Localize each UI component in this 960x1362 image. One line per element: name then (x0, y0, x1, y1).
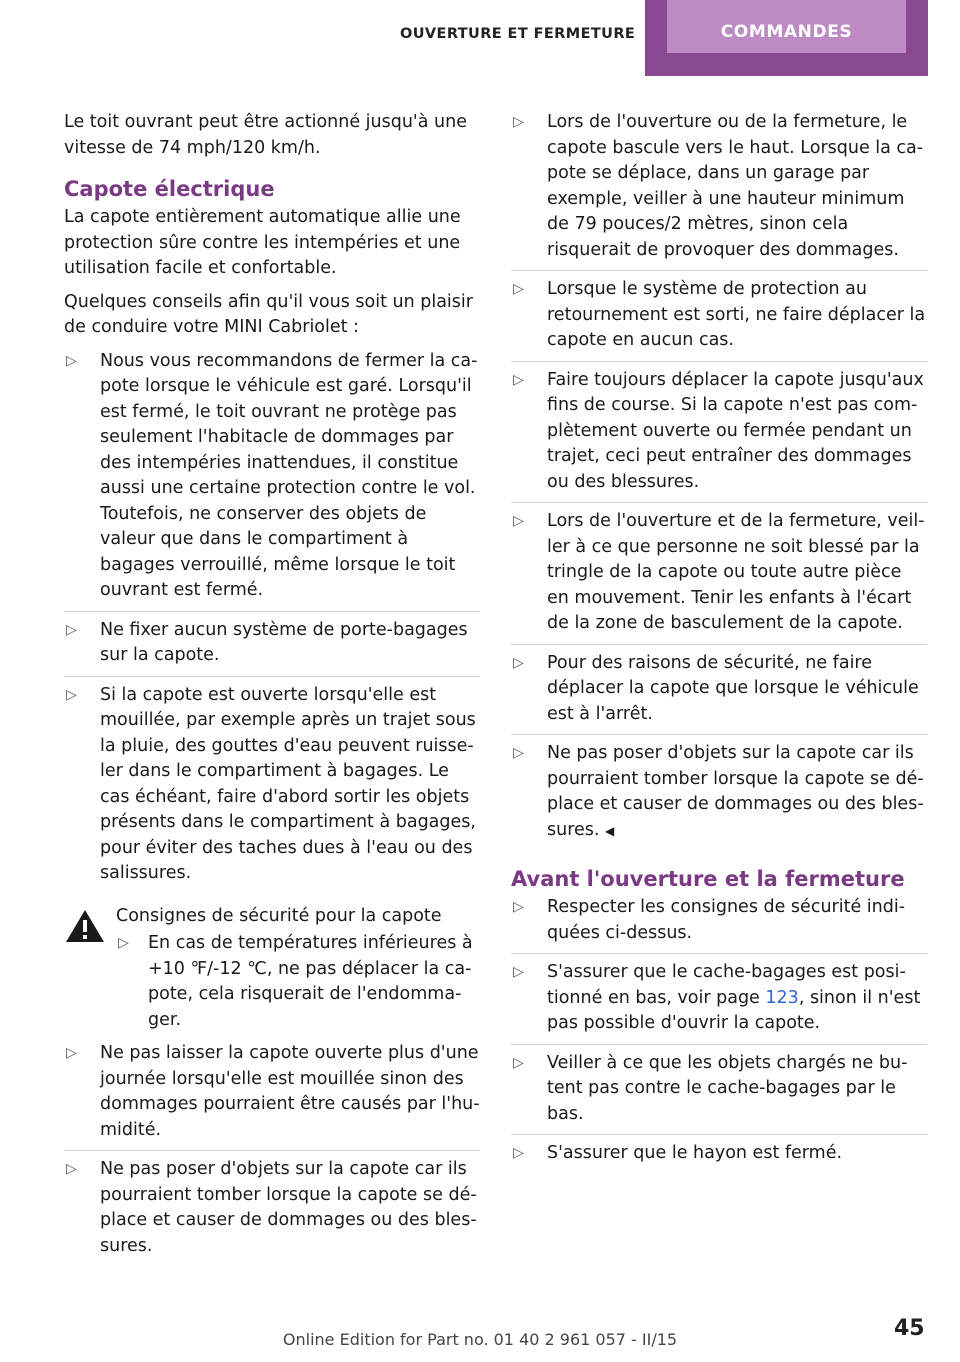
heading-avant-ouverture: Avant l'ouverture et la fermeture (511, 867, 905, 891)
tips-list-2 (64, 1041, 480, 1266)
triangle-bullet-icon: ▷ (513, 513, 524, 529)
heading-capote: Capote électrique (64, 177, 275, 201)
triangle-bullet-icon: ▷ (118, 935, 129, 951)
warning-icon (64, 908, 106, 944)
paragraph-capote-2: Quelques conseils afin qu'il vous soit un plaisir de conduire votre MINI Cabriolet : (64, 291, 473, 337)
triangle-bullet-icon: ▷ (513, 745, 524, 761)
triangle-bullet-icon: ▷ (66, 352, 77, 369)
list-item: ▷ Pour des raisons de sécurité, ne faire déplacer la capote que lorsque le véhicule est à l'arrêt. (511, 651, 927, 736)
page-link-123[interactable]: 123 (765, 987, 799, 1008)
list-item: ▷ Ne fixer aucun système de porte-bagages sur la capote. (64, 618, 480, 677)
end-of-warning-icon: ◀ (605, 823, 615, 838)
triangle-bullet-icon: ▷ (513, 899, 524, 915)
list-item: ▷ Lors de l'ouverture ou de la fermeture, le capote bascule vers le haut. Lorsque la capote se déplace, dans un garage par exemple, veiller à une hauteur minimum de 79 pouces/2 mètres, sinon cela risquerait de provoquer des dommages. (511, 110, 927, 271)
triangle-bullet-icon: ▷ (66, 686, 77, 703)
triangle-bullet-icon: ▷ (513, 371, 524, 388)
footer-edition: Online Edition for Part no. 01 40 2 961 057 - II/15 (282, 1330, 678, 1349)
paragraph-capote-1: La capote entièrement automatique allie une protection sûre contre les intempéries et une utilisation facile et confortable. (64, 207, 461, 278)
left-column (64, 110, 480, 1272)
warning-list (116, 931, 480, 1033)
triangle-bullet-icon: ▷ (66, 621, 77, 638)
list-item: ▷ Veiller à ce que les objets chargés ne butent pas contre le cache-bagages par le bas. (511, 1051, 927, 1136)
list-item: ▷ Nous vous recommandons de fermer la capote lorsque le véhicule est garé. Lorsqu'il est fermé, le toit ouvrant ne protège pas seulement l'habitacle de dommages par des intempéries inattendues, il constitue aussi une certaine protection contre le vol. Toutefois, ne conserver des objets de valeur que dans le compartiment à bagages verrouillé, même lorsque le toit ouvrant est fermé. (64, 349, 480, 612)
triangle-bullet-icon: ▷ (513, 964, 524, 980)
triangle-bullet-icon: ▷ (513, 1054, 524, 1071)
warning-title: Consignes de sécurité pour la capote (116, 905, 442, 926)
list-item: ▷ Lorsque le système de protection au retournement est sorti, ne faire déplacer la capote en aucun cas. (511, 277, 927, 362)
list-item: ▷ En cas de températures inférieures à +10 ℉/-12 ℃, ne pas déplacer la capote, cela risquerait de l'endommager. (118, 933, 473, 1030)
list-item: ▷ Ne pas poser d'objets sur la capote car ils pourraient tomber lorsque la capote se déplace et causer de dommages ou des blessures. ◀ (513, 743, 924, 840)
page-header (0, 0, 960, 76)
section-title: OUVERTURE ET FERMETURE (400, 26, 636, 42)
safety-list (511, 110, 927, 851)
triangle-bullet-icon: ▷ (513, 114, 524, 130)
list-item: ▷ Respecter les consignes de sécurité indiquées ci-dessus. (511, 895, 927, 954)
right-column (511, 110, 927, 1180)
list-item: ▷ Ne pas laisser la capote ouverte plus d'une journée lorsqu'elle est mouillée sinon des dommages pourraient être causés par l'humidité. (64, 1041, 480, 1151)
triangle-bullet-icon: ▷ (513, 1145, 524, 1161)
triangle-bullet-icon: ▷ (513, 281, 524, 297)
safety-warning (64, 904, 480, 1034)
list-item: ▷ Ne pas poser d'objets sur la capote car ils pourraient tomber lorsque la capote se déplace et causer de dommages ou des blessures. (66, 1159, 477, 1256)
intro-paragraph: Le toit ouvrant peut être actionné jusqu'à une vitesse de 74 mph/120 km/h. (64, 112, 467, 158)
triangle-bullet-icon: ▷ (66, 1161, 77, 1177)
page-number: 45 (894, 1316, 925, 1341)
list-item: ▷ S'assurer que le cache-bagages est positionné en bas, voir page 123, sinon il n'est pas possible d'ouvrir la capote. (511, 960, 927, 1045)
chapter-tab-label: COMMANDES (720, 22, 853, 42)
list-item: ▷ Si la capote est ouverte lorsqu'elle est mouillée, par exemple après un trajet sous la pluie, des gouttes d'eau peuvent ruisseler dans le compartiment à bagages. Le cas échéant, faire d'abord sortir les objets présents dans le compartiment à bagages, pour éviter des taches dues à l'eau ou des salissures. (66, 684, 476, 883)
list-item: ▷ Lors de l'ouverture et de la fermeture, veiller à ce que personne ne soit blessé par la tringle de la capote ou toute autre pièce en mouvement. Tenir les enfants à l'écart de la zone de basculement de la capote. (511, 509, 927, 645)
tips-list (64, 349, 480, 894)
list-item: ▷ S'assurer que le hayon est fermé. (511, 1141, 927, 1174)
triangle-bullet-icon: ▷ (66, 1045, 77, 1061)
chapter-tab[interactable] (645, 0, 928, 76)
checklist (511, 895, 927, 1174)
triangle-bullet-icon: ▷ (513, 654, 524, 671)
list-item: ▷ Faire toujours déplacer la capote jusqu'aux fins de course. Si la capote n'est pas complètement ouverte ou fermée pendant un trajet, ceci peut entraîner des dommages ou des blessures. (511, 368, 927, 504)
